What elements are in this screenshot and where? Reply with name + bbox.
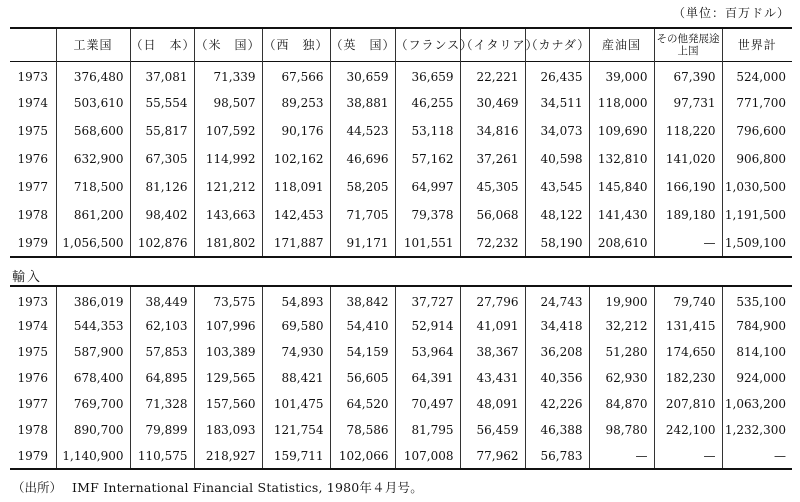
import-value-cell: 48,091	[460, 391, 525, 417]
export-value-cell: 118,220	[654, 117, 722, 145]
import-value-cell: 54,410	[330, 313, 395, 339]
import-value-cell: 81,795	[395, 417, 460, 443]
source-note	[12, 478, 423, 496]
import-value-cell: 79,740	[654, 287, 722, 313]
import-value-cell: 70,497	[395, 391, 460, 417]
import-value-cell: 27,796	[460, 287, 525, 313]
import-value-cell: 38,367	[460, 339, 525, 365]
import-value-cell: 73,575	[194, 287, 262, 313]
export-value-cell: 503,610	[56, 89, 130, 117]
import-row-1973	[10, 287, 792, 313]
import-value-cell: 103,389	[194, 339, 262, 365]
import-value-cell: 64,895	[130, 365, 194, 391]
source-label: （出所）	[12, 480, 63, 495]
import-value-cell: 121,754	[262, 417, 330, 443]
export-value-cell: 121,212	[194, 173, 262, 201]
import-value-cell: 159,711	[262, 443, 330, 469]
import-value-cell: 131,415	[654, 313, 722, 339]
import-value-cell: 107,008	[395, 443, 460, 469]
export-year-cell: 1976	[17, 152, 49, 166]
import-value-cell: 62,103	[130, 313, 194, 339]
export-value-cell: 114,992	[194, 145, 262, 173]
export-value-cell: 57,162	[395, 145, 460, 173]
import-value-cell: 183,093	[194, 417, 262, 443]
import-value-cell: 174,650	[654, 339, 722, 365]
import-value-cell: 814,100	[722, 339, 792, 365]
export-value-cell: 40,598	[525, 145, 589, 173]
import-value-cell: 37,727	[395, 287, 460, 313]
export-value-cell: 67,566	[262, 61, 330, 89]
import-value-cell: 182,230	[654, 365, 722, 391]
import-value-cell: 64,391	[395, 365, 460, 391]
export-value-cell: 22,221	[460, 61, 525, 89]
export-value-cell: 58,205	[330, 173, 395, 201]
export-value-cell: 43,545	[525, 173, 589, 201]
import-value-cell: 43,431	[460, 365, 525, 391]
export-value-cell: 44,523	[330, 117, 395, 145]
export-value-cell: 568,600	[56, 117, 130, 145]
import-year-cell: 1979	[10, 443, 56, 469]
import-value-cell: 77,962	[460, 443, 525, 469]
export-value-cell: 34,816	[460, 117, 525, 145]
export-value-cell: 67,390	[654, 61, 722, 89]
export-value-cell: 171,887	[262, 229, 330, 257]
import-row-1979	[10, 443, 792, 469]
import-value-cell: 57,853	[130, 339, 194, 365]
export-year-cell: 1978	[17, 208, 49, 222]
import-value-cell: 56,459	[460, 417, 525, 443]
export-value-cell: 98,507	[194, 89, 262, 117]
import-value-cell: 84,870	[589, 391, 654, 417]
import-value-cell: 36,208	[525, 339, 589, 365]
column-header-japan: （日 本）	[130, 28, 194, 61]
export-value-cell: 166,190	[654, 173, 722, 201]
export-value-cell: 55,554	[130, 89, 194, 117]
import-row-1974	[10, 313, 792, 339]
import-value-cell: 42,226	[525, 391, 589, 417]
import-value-cell: 535,100	[722, 287, 792, 313]
export-value-cell: 102,876	[130, 229, 194, 257]
export-value-cell: 45,305	[460, 173, 525, 201]
import-value-cell: 78,586	[330, 417, 395, 443]
export-year-cell: 1974	[17, 96, 49, 110]
export-value-cell: 91,171	[330, 229, 395, 257]
export-value-cell: 46,696	[330, 145, 395, 173]
export-value-cell: 53,118	[395, 117, 460, 145]
import-row-1975	[10, 339, 792, 365]
export-value-cell: 71,705	[330, 201, 395, 229]
import-value-cell: 32,212	[589, 313, 654, 339]
import-value-cell: 38,449	[130, 287, 194, 313]
column-header-italy: （イタリア）	[460, 28, 525, 61]
export-year-cell: 1979	[10, 229, 56, 257]
export-value-cell: 118,000	[589, 89, 654, 117]
export-value-cell: 771,700	[722, 89, 792, 117]
import-value-cell: 386,019	[56, 287, 130, 313]
import-value-cell: 54,893	[262, 287, 330, 313]
export-value-cell: 46,255	[395, 89, 460, 117]
column-header-industrial: 工業国	[56, 28, 130, 61]
export-value-cell: 64,997	[395, 173, 460, 201]
import-value-cell: 51,280	[589, 339, 654, 365]
export-value-cell: 30,469	[460, 89, 525, 117]
import-value-cell: 19,900	[589, 287, 654, 313]
import-value-cell: 157,560	[194, 391, 262, 417]
export-value-cell: 89,253	[262, 89, 330, 117]
export-value-cell: 37,081	[130, 61, 194, 89]
import-year-cell: 1974	[17, 319, 49, 333]
import-year-cell: 1973	[17, 295, 49, 309]
export-value-cell: 109,690	[589, 117, 654, 145]
export-value-cell: 56,068	[460, 201, 525, 229]
import-value-cell: 62,930	[589, 365, 654, 391]
import-value-cell: 38,842	[330, 287, 395, 313]
export-value-cell: 102,162	[262, 145, 330, 173]
export-value-cell: 34,511	[525, 89, 589, 117]
export-value-cell: 26,435	[525, 61, 589, 89]
import-value-cell: 40,356	[525, 365, 589, 391]
import-year-cell: 1978	[17, 423, 49, 437]
export-value-cell: 189,180	[654, 201, 722, 229]
export-row-1976	[10, 145, 792, 173]
export-value-cell: 208,610	[589, 229, 654, 257]
export-value-cell: 79,378	[395, 201, 460, 229]
import-value-cell: 678,400	[56, 365, 130, 391]
export-row-1974	[10, 89, 792, 117]
export-row-1977	[10, 173, 792, 201]
export-value-cell: 141,430	[589, 201, 654, 229]
column-header-uk: （英 国）	[330, 28, 395, 61]
import-value-cell: 1,232,300	[722, 417, 792, 443]
import-value-cell: 69,580	[262, 313, 330, 339]
export-value-cell: 36,659	[395, 61, 460, 89]
export-row-1978	[10, 201, 792, 229]
import-value-cell: 207,810	[654, 391, 722, 417]
export-year-cell: 1973	[17, 70, 49, 85]
export-value-cell: 98,402	[130, 201, 194, 229]
source-text: IMF International Financial Statistics, 1980年４月号。	[72, 480, 423, 495]
column-header-france: （フランス）	[395, 28, 460, 61]
import-year-cell: 1975	[17, 345, 49, 359]
export-value-cell: 48,122	[525, 201, 589, 229]
import-value-cell: 107,996	[194, 313, 262, 339]
export-value-cell: 718,500	[56, 173, 130, 201]
column-header-world-total: 世界計	[722, 28, 792, 61]
import-value-cell: 71,328	[130, 391, 194, 417]
export-value-cell: 37,261	[460, 145, 525, 173]
export-value-cell: 1,030,500	[722, 173, 792, 201]
import-table	[10, 285, 792, 470]
export-value-cell: 141,020	[654, 145, 722, 173]
import-row-1977	[10, 391, 792, 417]
column-header-usa: （米 国）	[194, 28, 262, 61]
import-section-label: 輸入	[12, 270, 43, 285]
export-value-cell: 142,453	[262, 201, 330, 229]
export-value-cell: 67,305	[130, 145, 194, 173]
import-value-cell: 34,418	[525, 313, 589, 339]
import-value-cell: 1,140,900	[56, 443, 130, 469]
import-value-cell: 98,780	[589, 417, 654, 443]
export-value-cell: 145,840	[589, 173, 654, 201]
import-value-cell: 129,565	[194, 365, 262, 391]
export-value-cell: 132,810	[589, 145, 654, 173]
export-value-cell: 796,600	[722, 117, 792, 145]
export-value-cell: 181,802	[194, 229, 262, 257]
import-value-cell: —	[722, 443, 792, 469]
export-row-1973	[10, 61, 792, 89]
import-row-1976	[10, 365, 792, 391]
export-row-1979	[10, 229, 792, 257]
export-row-1975	[10, 117, 792, 145]
import-row-1978	[10, 417, 792, 443]
import-value-cell: 53,964	[395, 339, 460, 365]
export-value-cell: 1,056,500	[56, 229, 130, 257]
import-value-cell: 587,900	[56, 339, 130, 365]
import-value-cell: 769,700	[56, 391, 130, 417]
column-header-other-developing: その他発展途上国	[654, 28, 722, 61]
import-value-cell: 1,063,200	[722, 391, 792, 417]
export-value-cell: 90,176	[262, 117, 330, 145]
import-year-cell: 1976	[17, 371, 49, 385]
import-value-cell: 218,927	[194, 443, 262, 469]
import-value-cell: 242,100	[654, 417, 722, 443]
import-value-cell: 101,475	[262, 391, 330, 417]
export-value-cell: 71,339	[194, 61, 262, 89]
export-header-row	[10, 28, 792, 61]
import-value-cell: 54,159	[330, 339, 395, 365]
export-value-cell: 906,800	[722, 145, 792, 173]
export-value-cell: 58,190	[525, 229, 589, 257]
import-value-cell: 102,066	[330, 443, 395, 469]
export-value-cell: 34,073	[525, 117, 589, 145]
import-year-cell: 1977	[17, 397, 49, 411]
export-value-cell: 81,126	[130, 173, 194, 201]
unit-note: （単位：百万ドル）	[672, 6, 790, 20]
import-value-cell: 56,783	[525, 443, 589, 469]
export-year-cell: 1975	[17, 124, 49, 138]
export-value-cell: 632,900	[56, 145, 130, 173]
import-value-cell: 110,575	[130, 443, 194, 469]
export-value-cell: 30,659	[330, 61, 395, 89]
export-value-cell: 72,232	[460, 229, 525, 257]
export-year-cell: 1977	[17, 180, 49, 194]
export-value-cell: 39,000	[589, 61, 654, 89]
export-table	[10, 27, 792, 258]
import-value-cell: 56,605	[330, 365, 395, 391]
column-header-canada: （カナダ）	[525, 28, 589, 61]
import-value-cell: 924,000	[722, 365, 792, 391]
import-value-cell: 74,930	[262, 339, 330, 365]
export-value-cell: 97,731	[654, 89, 722, 117]
column-header-oil-producers: 産油国	[589, 28, 654, 61]
export-value-cell: 376,480	[56, 61, 130, 89]
import-value-cell: —	[589, 443, 654, 469]
export-value-cell: 107,592	[194, 117, 262, 145]
import-value-cell: 890,700	[56, 417, 130, 443]
import-value-cell: 88,421	[262, 365, 330, 391]
export-value-cell: —	[654, 229, 722, 257]
import-value-cell: 64,520	[330, 391, 395, 417]
import-value-cell: 46,388	[525, 417, 589, 443]
import-value-cell: 24,743	[525, 287, 589, 313]
export-value-cell: 861,200	[56, 201, 130, 229]
export-value-cell: 118,091	[262, 173, 330, 201]
column-header-west-germany: （西 独）	[262, 28, 330, 61]
import-value-cell: 52,914	[395, 313, 460, 339]
export-value-cell: 1,509,100	[722, 229, 792, 257]
export-value-cell: 38,881	[330, 89, 395, 117]
export-value-cell: 101,551	[395, 229, 460, 257]
export-value-cell: 55,817	[130, 117, 194, 145]
import-value-cell: 79,899	[130, 417, 194, 443]
import-value-cell: 544,353	[56, 313, 130, 339]
column-header-year	[10, 28, 56, 61]
export-value-cell: 143,663	[194, 201, 262, 229]
export-value-cell: 524,000	[722, 61, 792, 89]
export-value-cell: 1,191,500	[722, 201, 792, 229]
import-value-cell: 784,900	[722, 313, 792, 339]
import-value-cell: —	[654, 443, 722, 469]
import-value-cell: 41,091	[460, 313, 525, 339]
